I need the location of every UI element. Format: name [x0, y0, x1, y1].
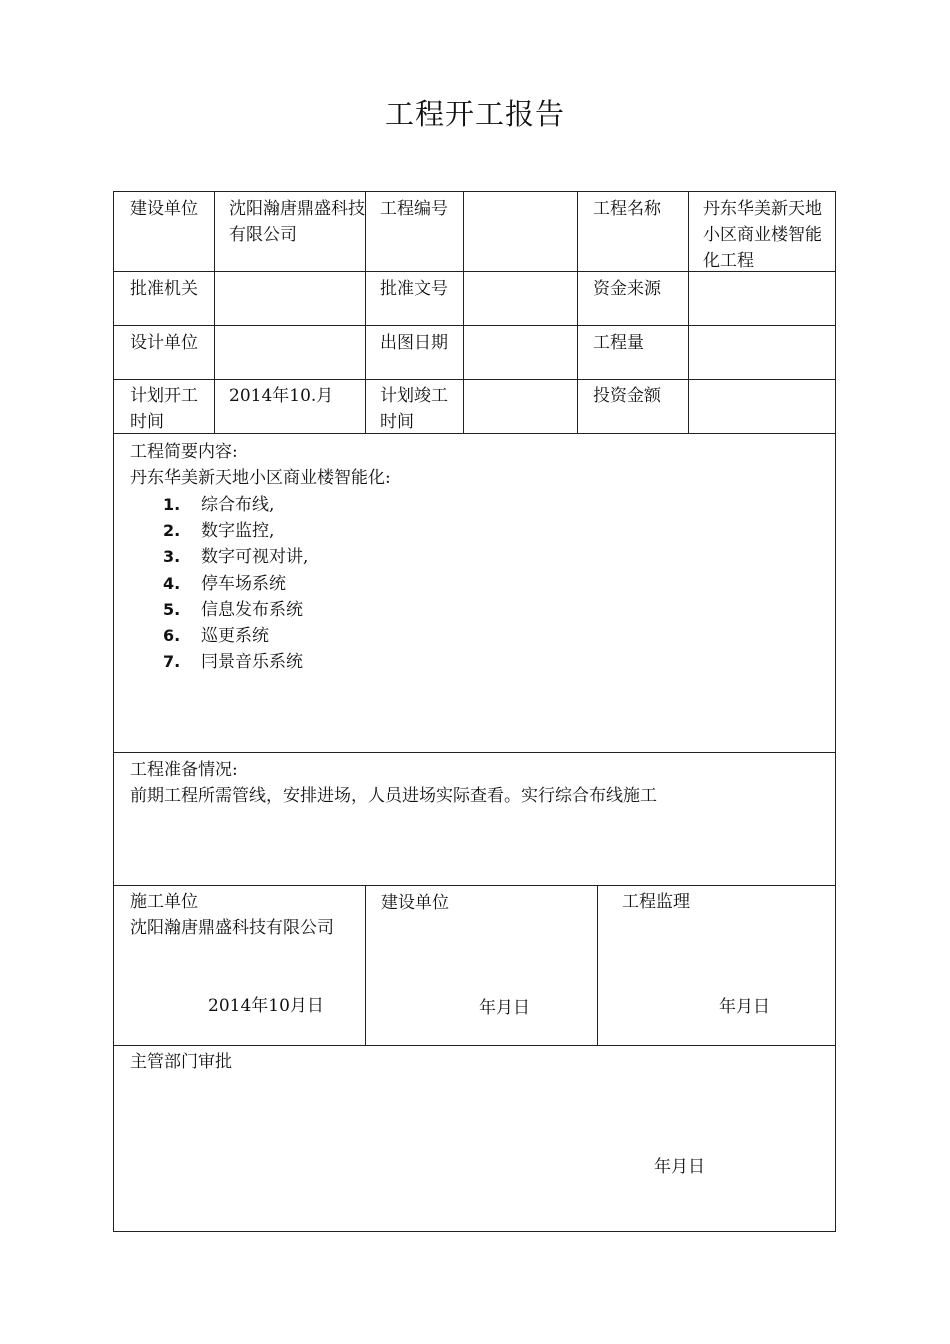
date-jianshe: 年月日 — [479, 998, 530, 1018]
label-gongcheng-mingcheng: 工程名称 — [593, 199, 661, 219]
list-item-text: 巡更系统 — [201, 625, 269, 646]
value-shigong-danwei: 沈阳瀚唐鼎盛科技有限公司 — [130, 918, 334, 938]
label-jihua-jungong: 计划竣工时间 — [380, 386, 448, 432]
column-divider — [577, 191, 578, 433]
list-item-number: 1. — [163, 495, 181, 514]
list-item — [163, 518, 308, 544]
list-item-text: 数字可视对讲, — [201, 547, 309, 568]
list-item-number: 6. — [163, 625, 181, 645]
value-jianshe-danwei: 沈阳瀚唐鼎盛科技有限公司 — [229, 199, 365, 245]
row-divider — [113, 379, 836, 380]
column-divider — [365, 191, 366, 433]
list-item — [163, 649, 308, 675]
list-item-text: 数字监控, — [201, 521, 275, 542]
row-divider — [113, 433, 836, 434]
list-item — [163, 492, 308, 518]
list-item — [163, 544, 308, 570]
list-item-text: 停车场系统 — [201, 573, 286, 594]
value-jihua-kaigong: 2014年10.月 — [229, 386, 334, 406]
list-item-number: 5. — [163, 599, 181, 619]
label-touzi-jine: 投资金额 — [593, 386, 661, 406]
label-jihua-kaigong: 计划开工时间 — [130, 386, 198, 432]
date-shigong: 2014年10月日 — [208, 996, 324, 1016]
document-title: 工程开工报告 — [384, 97, 565, 131]
label-zijin-laiyuan: 资金来源 — [593, 279, 661, 299]
column-divider — [365, 885, 366, 1045]
label-jianshe-danwei: 建设单位 — [130, 199, 198, 219]
list-item — [163, 571, 308, 597]
column-divider — [463, 191, 464, 433]
date-shenpi: 年月日 — [654, 1157, 705, 1177]
label-chutu-riqi: 出图日期 — [380, 333, 448, 353]
list-item-text: 冃景音乐系统 — [201, 652, 303, 673]
row-divider — [113, 325, 836, 326]
prep-heading: 工程准备情况: — [130, 760, 238, 780]
summary-heading: 工程简要内容: — [130, 442, 238, 462]
label-pizhun-jiguan: 批准机关 — [130, 279, 198, 299]
row-divider — [113, 1045, 836, 1046]
label-gongchengliang: 工程量 — [593, 333, 644, 353]
list-item-number: 2. — [163, 521, 181, 541]
row-divider — [113, 752, 836, 753]
list-item-text: 综合布线, — [201, 495, 275, 515]
list-item — [163, 623, 308, 649]
list-item — [163, 597, 308, 623]
label-zhuguan-shenpi: 主管部门审批 — [130, 1052, 232, 1072]
list-item-number: 3. — [163, 547, 181, 567]
column-divider — [688, 191, 689, 433]
label-gongcheng-bianhao: 工程编号 — [380, 199, 448, 219]
list-item-number: 7. — [163, 652, 181, 672]
label-shigong-danwei: 施工单位 — [130, 892, 198, 912]
label-sheji-danwei: 设计单位 — [130, 333, 198, 353]
label-jianshe-sign: 建设单位 — [381, 893, 449, 913]
row-divider — [113, 885, 836, 886]
label-gongcheng-jianli: 工程监理 — [622, 892, 690, 912]
report-table — [113, 191, 836, 1232]
summary-intro: 丹东华美新天地小区商业楼智能化: — [130, 468, 391, 488]
label-pizhun-wenhao: 批准文号 — [380, 279, 448, 299]
date-jianli: 年月日 — [719, 997, 770, 1017]
summary-list — [163, 492, 308, 675]
prep-text: 前期工程所需管线，安排进场，人员进场实际查看。实行综合布线施工 — [130, 786, 657, 806]
value-gongcheng-mingcheng: 丹东华美新天地小区商业楼智能化工程 — [703, 199, 822, 271]
list-item-number: 4. — [163, 573, 181, 593]
column-divider — [597, 885, 598, 1045]
list-item-text: 信息发布系统 — [201, 599, 303, 620]
column-divider — [214, 191, 215, 433]
